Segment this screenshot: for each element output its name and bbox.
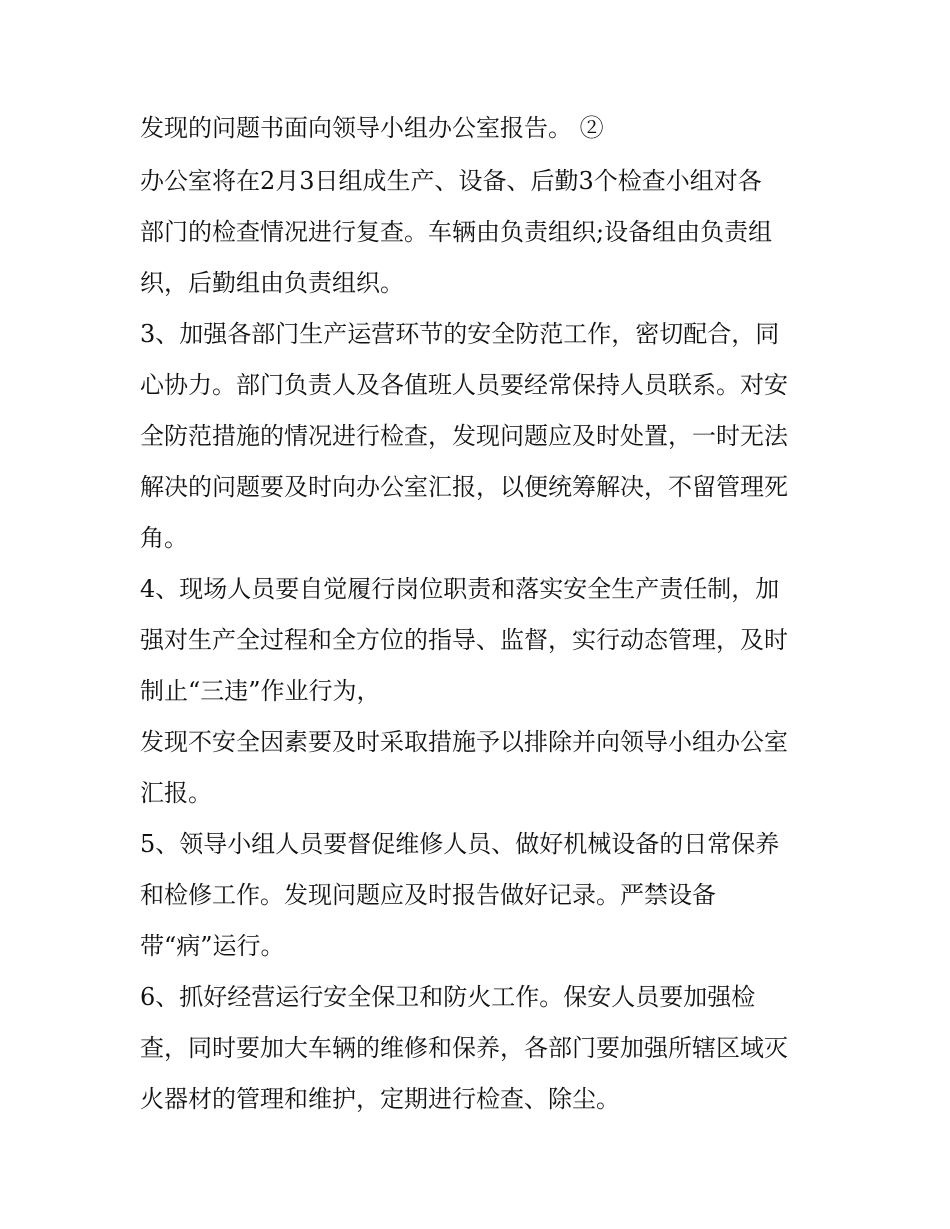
text-line: 发现不安全因素要及时采取措施予以排除并向领导小组办公室 (140, 728, 788, 756)
text-line: 4、现场人员要自觉履行岗位职责和落实安全生产责任制，加 (140, 575, 780, 603)
text-line: 解决的问题要及时向办公室汇报，以便统筹解决，不留管理死 (140, 473, 788, 501)
text-line: 火器材的管理和维护，定期进行检查、除尘。 (140, 1085, 620, 1113)
text-line: 部门的检查情况进行复查。车辆由负责组织;设备组由负责组 (140, 218, 773, 246)
text-line: 3、加强各部门生产运营环节的安全防范工作，密切配合，同 (140, 320, 780, 348)
text-line: 制止“三违”作业行为， (140, 677, 381, 705)
text-line: 角。 (140, 524, 188, 552)
text-line: 5、领导小组人员要督促维修人员、做好机械设备的日常保养 (140, 830, 780, 858)
text-line: 汇报。 (140, 779, 212, 807)
text-line: 心协力。部门负责人及各值班人员要经常保持人员联系。对安 (140, 371, 788, 399)
text-line: 全防范措施的情况进行检查，发现问题应及时处置，一时无法 (140, 422, 788, 450)
text-line: 和检修工作。发现问题应及时报告做好记录。严禁设备 (140, 881, 716, 909)
text-line: 发现的问题书面向领导小组办公室报告。 ② (140, 114, 604, 142)
text-line: 强对生产全过程和全方位的指导、监督，实行动态管理，及时 (140, 626, 788, 654)
text-line: 6、抓好经营运行安全保卫和防火工作。保安人员要加强检 (140, 983, 756, 1011)
text-line: 办公室将在2月3日组成生产、设备、后勤3个检查小组对各 (140, 167, 762, 195)
text-line: 带“病”运行。 (140, 932, 285, 960)
text-line: 查，同时要加大车辆的维修和保养，各部门要加强所辖区域灭 (140, 1034, 788, 1062)
text-line: 织，后勤组由负责组织。 (140, 269, 404, 297)
